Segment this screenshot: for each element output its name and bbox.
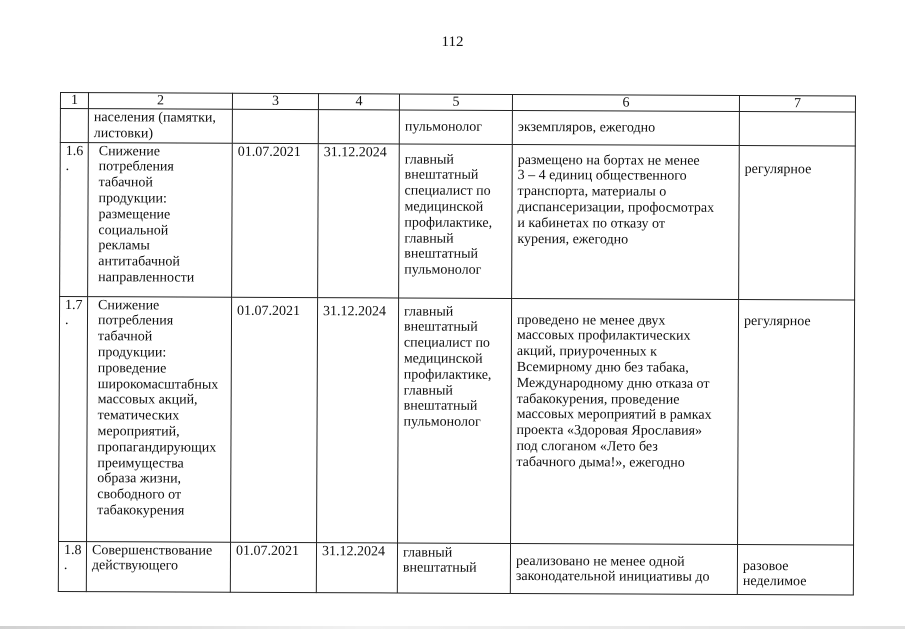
result: реализовано не менее одной законодательной инициативы до xyxy=(510,543,737,594)
page-number: 112 xyxy=(441,34,464,50)
start-date: 01.07.2021 xyxy=(232,143,319,297)
start-date xyxy=(232,109,318,143)
column-header: 3 xyxy=(232,93,318,109)
measure-name: Совершенствование действующего xyxy=(86,541,230,592)
table-row xyxy=(59,296,855,544)
measure-type: разовое неделимое xyxy=(737,544,853,595)
responsible: пульмонолог xyxy=(399,110,512,144)
end-date: 31.12.2024 xyxy=(316,542,397,592)
row-number: 1.8. xyxy=(58,541,86,591)
plan-table xyxy=(58,92,856,595)
scan-edge-shadow xyxy=(0,626,905,629)
table-row xyxy=(60,109,855,146)
row-number: 1.6. xyxy=(60,142,89,296)
column-header: 4 xyxy=(318,94,399,110)
column-header: 5 xyxy=(399,94,512,110)
start-date: 01.07.2021 xyxy=(231,297,318,542)
responsible: главный внештатный xyxy=(397,543,510,593)
column-header: 7 xyxy=(739,95,855,112)
row-number xyxy=(60,109,88,143)
result: проведено не менее двух массовых профилактических акций, приуроченных к Всемирному дню без табака, Международному дню отказа от табакокурения, проведение массовых мероприятий в рамках проекта «Здоровая Ярославия» под слоганом «Лето без табачного дыма!», ежегодно xyxy=(511,298,739,544)
responsible: главный внештатный специалист по медицинской профилактике, главный внештатный пульмонолог xyxy=(399,144,513,298)
measure-name: населения (памятки, листовки) xyxy=(88,109,232,143)
measure-type xyxy=(739,111,855,145)
column-header: 1 xyxy=(60,93,88,109)
column-header: 2 xyxy=(88,93,232,110)
measure-type: регулярное xyxy=(738,299,855,545)
measure-type: регулярное xyxy=(739,145,856,300)
measure-name: Снижение потребления табачной продукции: проведение широкомасштабных массовых акций, тематических мероприятий, пропагандирующих преимущества образа жизни, свободного от табакокурения xyxy=(87,296,232,542)
table-row xyxy=(60,142,856,299)
column-header: 6 xyxy=(512,94,739,111)
end-date: 31.12.2024 xyxy=(317,297,399,542)
responsible: главный внештатный специалист по медицинской профилактике, главный внештатный пульмонолог xyxy=(398,298,512,543)
measure-name: Снижение потребления табачной продукции: размещение социальной рекламы антитабачной направленности xyxy=(88,142,233,297)
start-date: 01.07.2021 xyxy=(230,542,316,592)
result: размещено на бортах не менее 3 – 4 единиц общественного транспорта, материалы о диспансеризации, профосмотрах и кабинетах по отказу от курения, ежегодно xyxy=(512,144,740,299)
result: экземпляров, ежегодно xyxy=(512,110,739,145)
table-row xyxy=(58,541,853,594)
end-date xyxy=(318,110,399,144)
end-date: 31.12.2024 xyxy=(318,143,400,297)
row-number: 1.7. xyxy=(59,296,88,541)
